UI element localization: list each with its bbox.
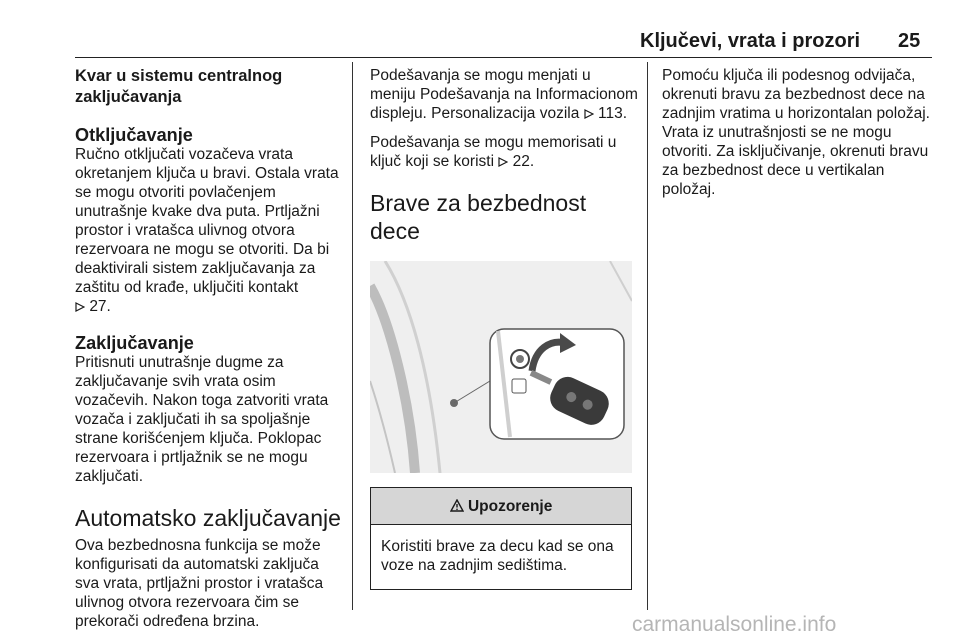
unlocking-page-ref[interactable]: 27.	[89, 298, 111, 315]
settings-text: Podešavanja se mogu menjati u meniju Podešavanja na Informacionom displeju. Personalizacija vozila	[370, 67, 638, 122]
column-divider-2	[647, 62, 648, 610]
section-title-child-locks: Brave za bezbednost dece	[370, 190, 587, 244]
section-title-central-locking-fault: Kvar u sistemu centralnog zaključavanja	[75, 67, 283, 106]
warning-header	[371, 488, 631, 525]
memory-page-ref[interactable]: 22.	[512, 153, 535, 170]
warning-title: Upozorenje	[467, 498, 553, 515]
settings-paragraph	[370, 66, 638, 123]
reference-arrow-icon	[75, 298, 89, 315]
header-rule	[75, 57, 932, 58]
subsection-title-unlocking: Otključavanje	[75, 125, 193, 145]
memory-text: Podešavanja se mogu memorisati u ključ koji se koristi	[370, 134, 617, 170]
page-number: 25	[898, 30, 921, 52]
column-1	[75, 66, 343, 631]
unlocking-text: Ručno otključati vozačeva vrata okretanjem ključa u bravi. Ostala vrata se mogu otvoriti povlačenjem unutrašnje kvake dva puta. Prtljažni prostor i vratašca ulivnog otvora rezervoara ne mogu se otvoriti. Da bi deaktivirali sistem zaključavanja za zaštitu od krađe, uključiti kontakt	[75, 146, 339, 296]
warning-box	[370, 487, 632, 590]
locking-paragraph: Pritisnuti unutrašnje dugme za zaključavanje svih vrata osim vozačevih. Nakon toga zatvoriti vrata vozača i zaključati ih sa spoljašnje strane korišćenjem ključa. Poklopac rezervoara i prtljažnik se ne mogu zaključati.	[75, 354, 329, 485]
warning-text: Koristiti brave za decu kad se ona voze na zadnjim sedištima.	[381, 538, 614, 574]
subsection-title-locking: Zaključavanje	[75, 333, 194, 353]
reference-arrow-icon	[584, 105, 598, 122]
watermark: carmanualsonline.info	[632, 613, 837, 636]
settings-page-ref[interactable]: 113.	[597, 105, 628, 122]
page-header-title: Ključevi, vrata i prozori	[640, 30, 861, 52]
column-divider-1	[352, 62, 353, 610]
column-3	[662, 66, 932, 199]
section-title-automatic-locking: Automatsko zaključavanje	[75, 505, 341, 531]
child-lock-illustration	[370, 261, 632, 473]
reference-arrow-icon	[498, 153, 512, 170]
column-2	[370, 66, 638, 590]
warning-triangle-icon	[450, 498, 468, 515]
automatic-locking-paragraph: Ova bezbednosna funkcija se može konfigurisati da automatski zaključa sva vrata, prtljažni prostor i vratašca ulivnog otvora rezervoara čim se prekorači određena brzina.	[75, 537, 324, 630]
unlocking-paragraph	[75, 145, 343, 316]
child-lock-instructions: Pomoću ključa ili podesnog odvijača, okrenuti bravu za bezbednost dece na zadnjim vratima u horizontalan položaj. Vrata iz unutrašnjosti se ne mogu otvoriti. Za isključivanje, okrenuti bravu za bezbednost dece u vertikalan položaj.	[662, 67, 930, 198]
memory-paragraph	[370, 133, 638, 171]
